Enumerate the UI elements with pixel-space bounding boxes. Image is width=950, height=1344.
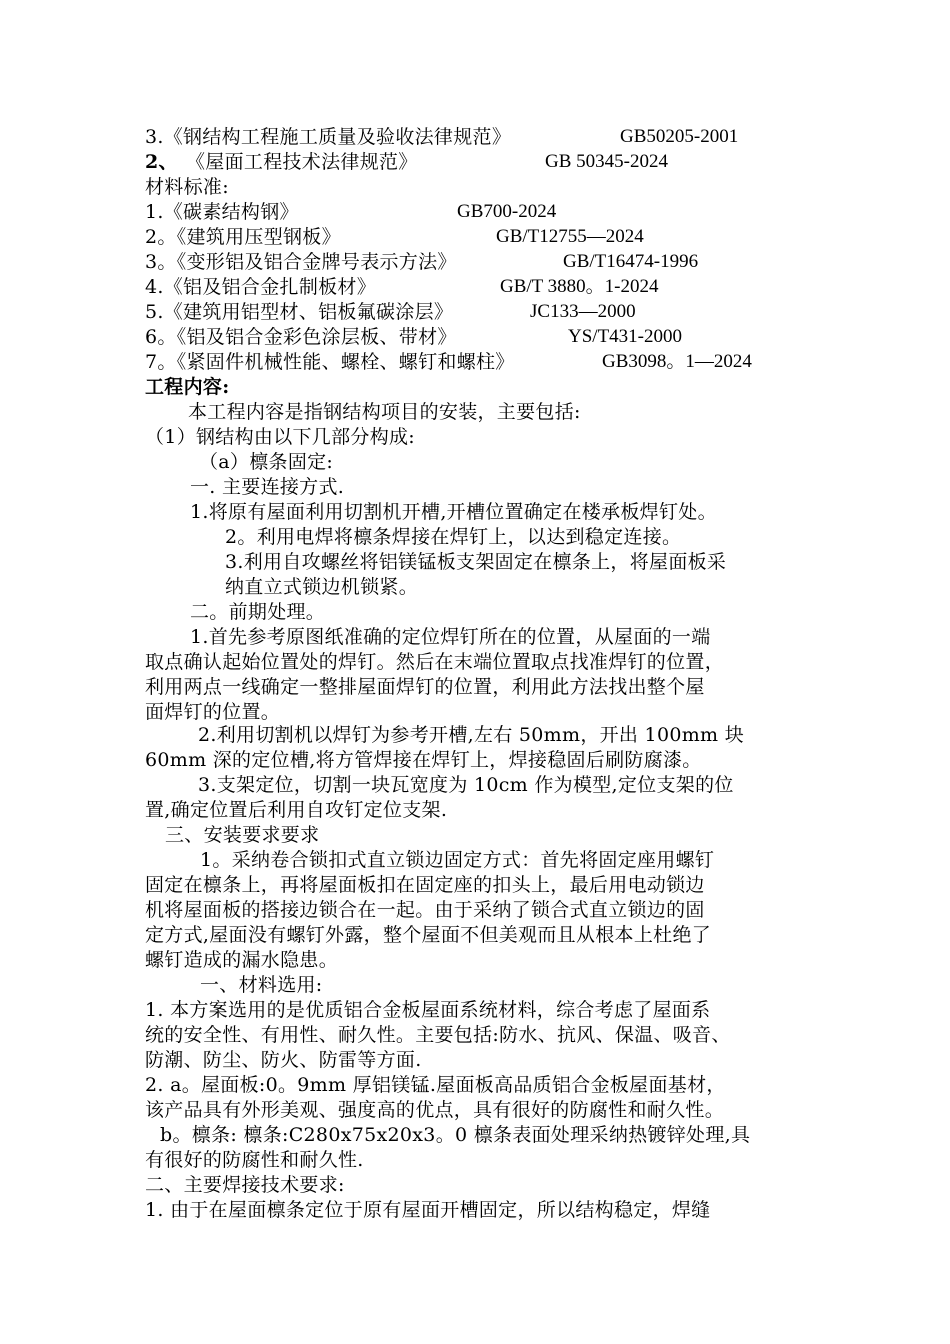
material-standard-title: 6。《铝及铝合金彩色涂层板、带材》: [145, 326, 457, 348]
section-heading: 工程内容:: [145, 376, 230, 398]
paragraph-line: 2。利用电焊将檩条焊接在焊钉上，以达到稳定连接。: [225, 526, 682, 548]
standard-code: GB 50345-2024: [545, 151, 668, 172]
material-standard-code: GB/T12755—2024: [496, 226, 644, 247]
paragraph-line: 一、材料选用:: [200, 974, 323, 996]
paragraph-line: 2.利用切割机以焊钉为参考开槽,左右 50mm，开出 100mm 块: [198, 724, 744, 746]
paragraph-line: 3.利用自攻螺丝将铝镁锰板支架固定在檩条上，将屋面板采: [225, 551, 727, 573]
paragraph-line: 螺钉造成的漏水隐患。: [145, 949, 339, 971]
paragraph-line: 固定在檩条上，再将屋面板扣在固定座的扣头上，最后用电动锁边: [145, 874, 705, 896]
paragraph-line: 1. 由于在屋面檩条定位于原有屋面开槽固定，所以结构稳定，焊缝: [145, 1199, 711, 1221]
paragraph-line: 60mm 深的定位槽,将方管焊接在焊钉上，焊接稳固后刷防腐漆。: [145, 749, 702, 771]
paragraph-line: 该产品具有外形美观、强度高的优点，具有很好的防腐性和耐久性。: [145, 1099, 725, 1121]
material-standard-title: 2。《建筑用压型钢板》: [145, 226, 341, 248]
paragraph-line: 1.首先参考原图纸准确的定位焊钉所在的位置，从屋面的一端: [190, 626, 711, 648]
paragraph-line: 面焊钉的位置。: [145, 701, 281, 723]
paragraph-line: 有很好的防腐性和耐久性.: [145, 1149, 364, 1171]
paragraph-line: 防潮、防尘、防火、防雷等方面.: [145, 1049, 422, 1071]
standard-title: 3.《钢结构工程施工质量及验收法律规范》: [145, 126, 512, 148]
paragraph-line: 统的安全性、有用性、耐久性。主要包括:防水、抗风、保温、吸音、: [145, 1024, 731, 1046]
paragraph-line: （a）檩条固定:: [199, 451, 334, 473]
material-standard-code: GB/T 3880。1-2024: [500, 276, 659, 297]
paragraph-line: 2. a。屋面板:0。9mm 厚铝镁锰.屋面板高品质铝合金板屋面基材，: [145, 1074, 726, 1096]
material-standard-code: JC133—2000: [530, 301, 636, 322]
standard-code: GB50205-2001: [620, 126, 739, 147]
material-standard-title: 3。《变形铝及铝合金牌号表示方法》: [145, 251, 457, 273]
material-standard-title: 7。《紧固件机械性能、螺栓、螺钉和螺柱》: [145, 351, 515, 373]
material-standard-code: GB700-2024: [457, 201, 557, 222]
materials-heading: 材料标准:: [145, 176, 229, 198]
paragraph-line: 取点确认起始位置处的焊钉。然后在末端位置取点找准焊钉的位置，: [145, 651, 725, 673]
paragraph-line: 一. 主要连接方式.: [190, 476, 345, 498]
paragraph-line: 二、主要焊接技术要求:: [145, 1174, 345, 1196]
paragraph-line: 置,确定位置后利用自攻钉定位支架.: [145, 799, 448, 821]
paragraph-line: b。檩条: 檩条:C280x75x20x3。0 檩条表面处理采纳热镀锌处理,具: [160, 1124, 751, 1146]
paragraph-line: 三、安装要求要求: [165, 824, 320, 846]
paragraph-line: 定方式,屋面没有螺钉外露，整个屋面不但美观而且从根本上杜绝了: [145, 924, 712, 946]
paragraph-line: 纳直立式锁边机锁紧。: [225, 576, 419, 598]
paragraph-line: 1。采纳卷合锁扣式直立锁边固定方式：首先将固定座用螺钉: [200, 849, 715, 871]
paragraph-line: 3.支架定位，切割一块瓦宽度为 10cm 作为模型,定位支架的位: [198, 774, 734, 796]
standard-number: 2、: [145, 151, 178, 173]
material-standard-code: YS/T431-2000: [568, 326, 682, 347]
material-standard-title: 4.《铝及铝合金扎制板材》: [145, 276, 377, 298]
material-standard-title: 1.《碳素结构钢》: [145, 201, 299, 223]
paragraph-line: （1）钢结构由以下几部分构成:: [145, 426, 415, 448]
material-standard-title: 5.《建筑用铝型材、铝板氟碳涂层》: [145, 301, 454, 323]
material-standard-code: GB3098。1—2024: [602, 351, 752, 372]
paragraph-line: 1.将原有屋面利用切割机开槽,开槽位置确定在楼承板焊钉处。: [190, 501, 717, 523]
paragraph-line: 二。前期处理。: [190, 601, 326, 623]
standard-title: 《屋面工程技术法律规范》: [186, 151, 418, 173]
paragraph-line: 利用两点一线确定一整排屋面焊钉的位置，利用此方法找出整个屋: [145, 676, 705, 698]
paragraph-line: 机将屋面板的搭接边锁合在一起。由于采纳了锁合式直立锁边的固: [145, 899, 705, 921]
material-standard-code: GB/T16474-1996: [563, 251, 699, 272]
paragraph-line: 本工程内容是指钢结构项目的安装，主要包括:: [188, 401, 581, 423]
paragraph-line: 1. 本方案选用的是优质铝合金板屋面系统材料，综合考虑了屋面系: [145, 999, 711, 1021]
